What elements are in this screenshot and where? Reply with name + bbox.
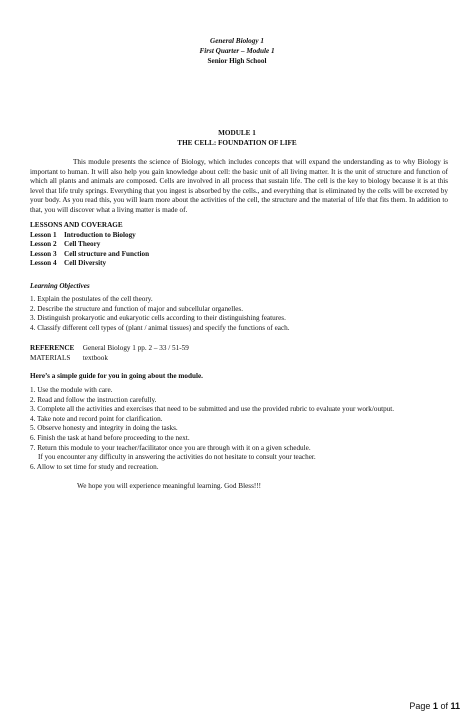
guide-heading: Here’s a simple guide for you in going about the module. xyxy=(30,372,203,380)
list-item: 1. Explain the postulates of the cell theory. xyxy=(30,295,153,303)
materials-value: textbook xyxy=(82,353,108,362)
lesson-number: Lesson 2 xyxy=(30,240,57,249)
lessons-section xyxy=(30,221,450,269)
reference-label: REFERENCE xyxy=(30,344,75,352)
course-title: General Biology 1 xyxy=(210,37,264,45)
guide-list xyxy=(30,386,450,472)
lesson-number: Lesson 3 xyxy=(30,249,57,258)
current-page: 1 xyxy=(432,701,438,711)
lesson-title: Cell Theory xyxy=(64,240,101,249)
closing-message: We hope you will experience meaningful learning. God Bless!!! xyxy=(77,482,262,490)
list-item: 2. Describe the structure and function of major and subcellular organelles. xyxy=(30,304,244,313)
lesson-item xyxy=(30,259,450,269)
lesson-number: Lesson 1 xyxy=(30,230,57,239)
list-item: 6. Finish the task at hand before proceeding to the next. xyxy=(30,433,190,442)
list-item: If you encounter any difficulty in answering the activities do not hesitate to consult your teacher. xyxy=(38,453,316,462)
list-item: 2. Read and follow the instruction carefully. xyxy=(30,395,157,404)
list-item: 4. Classify different cell types of (plant / animal tissues) and specify the functions of each. xyxy=(30,323,290,332)
reference-row xyxy=(30,344,450,354)
reference-section xyxy=(30,344,450,363)
quarter-module: First Quarter – Module 1 xyxy=(199,47,275,55)
list-item: 7. Return this module to your teacher/facilitator once you are through with it on a given schedule. xyxy=(30,443,311,452)
module-title xyxy=(0,128,474,148)
reference-value: General Biology 1 pp. 2 – 33 / 51-59 xyxy=(82,344,189,352)
document-header xyxy=(0,36,474,66)
list-item: 1. Use the module with care. xyxy=(30,386,113,394)
lessons-heading: LESSONS AND COVERAGE xyxy=(30,221,123,229)
list-item: 5. Observe honesty and integrity in doing the tasks. xyxy=(30,424,178,433)
page-word: Page xyxy=(409,701,431,711)
intro-paragraph: This module presents the science of Biology, which includes concepts that will expand the understanding as to why Biology is important to human. It will also help you gain knowledge about cell: the basic unit of all living matter. It is the unit of structure and function of which all plants and animals are composed. Cells are involved in all process that sustain life. The cell is the key to biology because it is at this level that life truly springs. Everything that you ingest is absorbed by the cells., and everything that is eliminated by the cells will be excreted by your body. As you read this, you will learn more about the activities of the cell, the structure and the material of life that fits them. In addition to that, you will discover what a living matter is made of. xyxy=(30,158,448,214)
lesson-item xyxy=(30,250,450,260)
list-item: 3. Complete all the activities and exercises that need to be submitted and use the provided rubric to evaluate your work/output. xyxy=(30,405,395,414)
lesson-title: Introduction to Biology xyxy=(64,230,136,239)
list-item: 4. Take note and record point for clarification. xyxy=(30,414,163,423)
school-level: Senior High School xyxy=(207,57,267,65)
page-number xyxy=(409,701,460,711)
list-item: 6. Allow to set time for study and recreation. xyxy=(30,462,159,471)
lesson-number: Lesson 4 xyxy=(30,259,57,268)
materials-label: MATERIALS xyxy=(30,353,71,362)
list-item: 3. Distinguish prokaryotic and eukaryotic cells according to their distinguishing features. xyxy=(30,314,286,323)
lesson-item xyxy=(30,231,450,241)
materials-row xyxy=(30,354,450,364)
total-pages: 11 xyxy=(450,701,460,711)
module-number: MODULE 1 xyxy=(218,129,256,137)
of-word: of xyxy=(440,701,448,711)
module-name: THE CELL: FOUNDATION OF LIFE xyxy=(177,139,297,147)
lesson-title: Cell structure and Function xyxy=(64,249,150,258)
objectives-list xyxy=(30,295,450,333)
lesson-title: Cell Diversity xyxy=(64,259,107,268)
lesson-item xyxy=(30,240,450,250)
objectives-heading: Learning Objectives xyxy=(30,282,90,290)
